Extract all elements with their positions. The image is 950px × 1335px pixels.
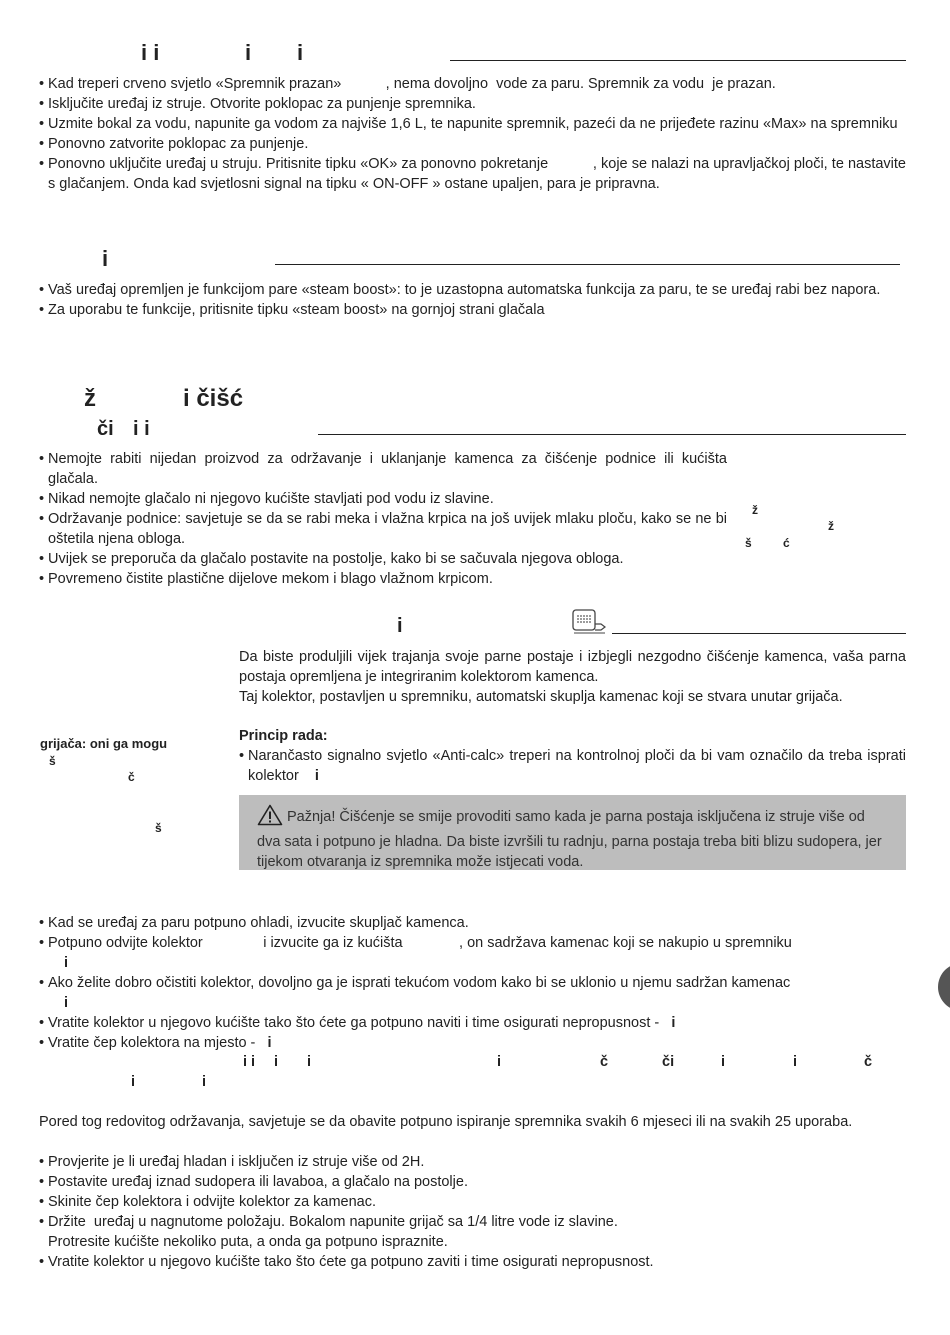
heading-fragment: i	[102, 246, 109, 271]
list-item: • Provjerite je li uređaj hladan i isključen iz struje više od 2H.	[39, 1152, 906, 1172]
list-item: • Ako želite dobro očistiti kolektor, dovoljno ga je isprati tekućom vodom kako bi se uklonio u njemu sadržan kamenac	[39, 973, 906, 993]
heading-fragment: i	[202, 1074, 207, 1090]
principle-list	[239, 746, 906, 786]
list-item: • Ponovno uključite uređaj u struju. Pritisnite tipku «OK» za ponovno pokretanje , koje se nalazi na upravljačkoj ploči, te nastavite s glačanjem. Onda kad svjetlosni signal na tipku « ON-OFF » ostane upaljen, para je pripravna.	[39, 154, 906, 194]
list-item: • Nikad nemojte glačalo ni njegovo kućište stavljati pod vodu iz slavine.	[39, 489, 727, 509]
list-item	[39, 1033, 906, 1053]
warning-box	[239, 795, 906, 870]
section6-list	[39, 1152, 906, 1272]
list-item: • Uvijek se preporuča da glačalo postavite na postolje, kako bi se sačuvala njegova obloga.	[39, 549, 727, 569]
list-item: • Vaš uređaj opremljen je funkcijom pare «steam boost»: to je uzastopna automatska funkcija za paru, te se uređaj rabi bez napora.	[39, 280, 906, 300]
heading-rule	[318, 434, 906, 435]
list-item-text: Vratite kolektor u njegovo kućište tako što ćete ga potpuno naviti i time osigurati nepropusnost -	[48, 1015, 660, 1031]
principle-text: Narančasto signalno svjetlo «Anti-calc» treperi na kontrolnoj ploči da bi vam označilo da treba isprati kolektor	[248, 748, 906, 784]
list-item	[39, 1013, 906, 1033]
heading-fragment: i	[793, 1054, 798, 1070]
heading-fragment: i i	[141, 40, 160, 65]
intro-paragraph: Da biste produljili vijek trajanja svoje parne postaje i izbjegli nezgodno čišćenje kamenca, vaša parna postaja opremljena je integriranim kolektorom kamenca.	[239, 649, 906, 685]
side-fragment: š	[745, 536, 752, 550]
side-fragment: ž	[828, 519, 834, 533]
heading-fragment: i	[497, 1054, 502, 1070]
section5-list	[39, 1013, 906, 1053]
heading-fragment: i	[274, 1054, 279, 1070]
list-item-text: Vratite čep kolektora na mjesto -	[48, 1035, 256, 1051]
heading-fragment: č	[600, 1054, 609, 1070]
collector-icon	[571, 608, 609, 642]
title-fragment: ž	[84, 385, 96, 412]
heading-rule	[275, 264, 900, 265]
list-item: • Isključite uređaj iz struje. Otvorite poklopac za punjenje spremnika.	[39, 94, 906, 114]
heading-fragment: č	[864, 1054, 873, 1070]
list-item: • Nemojte rabiti nijedan proizvod za održavanje i uklanjanje kamenca za čišćenje podnice ili kućišta glačala.	[39, 449, 727, 489]
heading-rule	[612, 633, 906, 634]
heading-fragment: i	[297, 40, 304, 65]
subheading-fragment: či	[97, 418, 114, 440]
left-fragment: š	[49, 754, 56, 768]
principle-marker: i	[314, 768, 319, 784]
list-item: • Ponovno zatvorite poklopac za punjenje.	[39, 134, 906, 154]
section1-list	[39, 74, 911, 194]
title-fragment: i čišć	[183, 385, 244, 412]
section5-list	[39, 973, 906, 993]
section3-list	[39, 449, 727, 589]
intro-paragraph: Taj kolektor, postavljen u spremniku, automatski skuplja kamenac koji se stvara unutar grijača.	[239, 689, 843, 705]
principle-title: Princip rada:	[239, 728, 328, 744]
list-item: • Kad treperi crveno svjetlo «Spremnik prazan» , nema dovoljno vode za paru. Spremnik za vodu je prazan.	[39, 74, 906, 94]
left-fragment: č	[128, 770, 135, 784]
list-item	[39, 1212, 906, 1252]
heading-fragment: i	[721, 1054, 726, 1070]
list-item	[239, 746, 906, 786]
list-item: • Potpuno odvijte kolektor i izvucite ga iz kućišta , on sadržava kamenac koji se nakupio u spremniku	[39, 933, 906, 953]
section2-list	[39, 280, 906, 320]
section5-list	[39, 933, 906, 953]
maintenance-intro: Pored tog redovitog održavanja, savjetuje se da obavite potpuno ispiranje spremnika svakih 6 mjeseci ili na svakih 25 uporaba.	[39, 1114, 853, 1130]
list-item-text: Držite uređaj u nagnutome položaju. Bokalom napunite grijač sa 1/4 litre vode iz slavine.	[48, 1214, 618, 1230]
side-fragment: ć	[783, 536, 790, 550]
list-item: • Uzmite bokal za vodu, napunite ga vodom za najviše 1,6 L, te napunite spremnik, pazeći da ne prijeđete razinu «Max» na spremniku	[39, 114, 906, 134]
step-marker: i	[267, 1035, 272, 1051]
list-item-continuation: Protresite kućište nekoliko puta, a onda ga potpuno ispraznite.	[48, 1234, 448, 1250]
heading-fragment: i	[131, 1074, 136, 1090]
heading-rule	[450, 60, 906, 61]
warning-text: Pažnja! Čišćenje se smije provoditi samo kada je parna postaja isključena iz struje više od dva sata i potpuno je hladna. Da biste izvršili tu radnju, parna postaja treba biti blizu sudopera, jer tijekom otvaranja iz spremnika može istjecati voda.	[257, 809, 882, 870]
list-item: • Vratite kolektor u njegovo kućište tako što ćete ga potpuno zaviti i time osigurati nepropusnost.	[39, 1252, 906, 1272]
heading-fragment: i	[397, 615, 403, 637]
heading-fragment: i i	[243, 1054, 256, 1070]
step-marker: i	[671, 1015, 676, 1031]
page-side-tab	[938, 963, 950, 1011]
step-marker: i	[64, 955, 69, 971]
list-item: • Povremeno čistite plastične dijelove mekom i blago vlažnom krpicom.	[39, 569, 727, 589]
heading-fragment: či	[662, 1054, 675, 1070]
list-item: • Za uporabu te funkcije, pritisnite tipku «steam boost» na gornjoj strani glačala	[39, 300, 906, 320]
side-fragment: ž	[752, 503, 758, 517]
heading-fragment: i	[307, 1054, 312, 1070]
list-item: • Postavite uređaj iznad sudopera ili lavaboa, a glačalo na postolje.	[39, 1172, 906, 1192]
warning-icon	[257, 804, 283, 832]
left-note: grijača: oni ga mogu	[40, 736, 168, 751]
subheading-fragment: i i	[133, 418, 150, 440]
heading-fragment: i	[245, 40, 252, 65]
step-marker: i	[64, 995, 69, 1011]
list-item: • Održavanje podnice: savjetuje se da se rabi meka i vlažna krpica na još uvijek mlaku ploču, kako se ne bi oštetila njena obloga.	[39, 509, 727, 549]
list-item: • Skinite čep kolektora i odvijte kolektor za kamenac.	[39, 1192, 906, 1212]
left-fragment: š	[155, 821, 162, 835]
list-item-text: Kad se uređaj za paru potpuno ohladi, izvucite skupljač kamenca.	[48, 915, 469, 931]
